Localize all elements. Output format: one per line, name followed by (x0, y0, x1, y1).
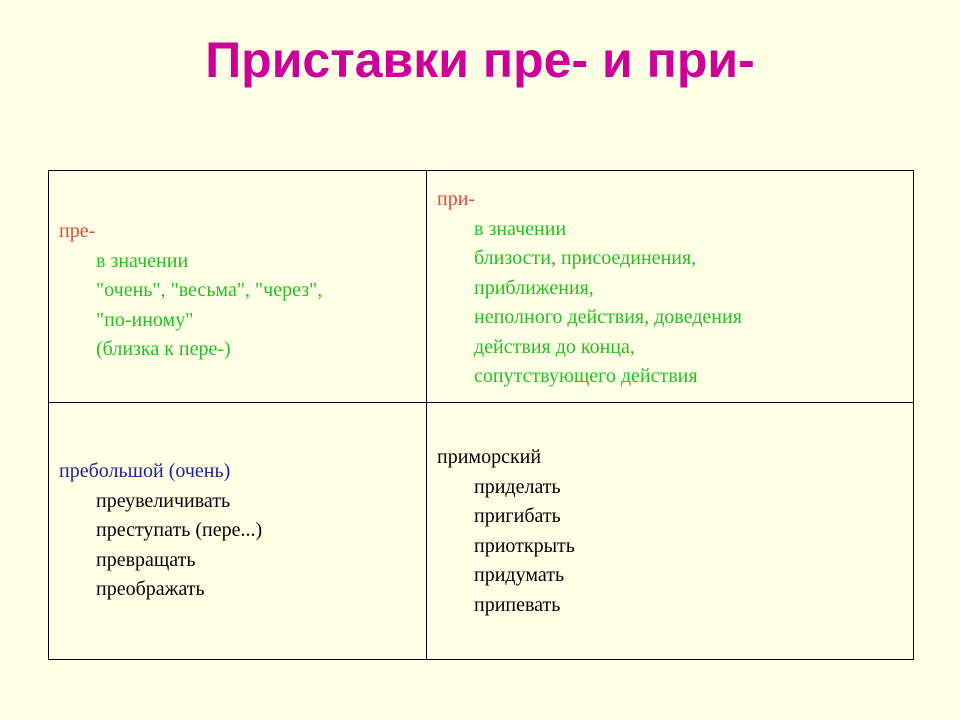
pre-meaning-line: "по-иному" (96, 308, 194, 331)
pre-example-word: превращать (96, 548, 196, 571)
pre-meaning-line: в значении (96, 249, 189, 272)
examples-row (49, 403, 914, 660)
pri-meaning-line: приближения, (474, 276, 594, 299)
pre-examples-cell (49, 403, 427, 660)
meaning-row (49, 171, 914, 403)
pre-meaning-line: (близка к пере-) (96, 338, 231, 360)
pre-meaning-cell (49, 171, 427, 403)
pri-example-first: приморский (437, 446, 542, 468)
prefix-table (48, 170, 914, 660)
slide-title: Приставки пре- и при- (205, 32, 755, 88)
pri-example-word: приделать (474, 475, 561, 498)
pri-meaning-line: действия до конца, (474, 335, 635, 358)
pri-examples-cell (427, 403, 914, 660)
pre-meaning-line: "очень", "весьма", "через", (96, 279, 323, 301)
pre-example-highlight: пребольшой (очень) (59, 460, 231, 482)
pri-meaning-line: в значении (474, 217, 567, 240)
pri-meaning-cell (427, 171, 914, 403)
pre-example-word: преображать (96, 578, 205, 600)
pri-example-word: пригибать (474, 505, 561, 527)
pri-meaning-line: близости, присоединения, (474, 247, 697, 269)
pre-prefix-label: пре- (59, 220, 96, 242)
pri-example-word: припевать (474, 593, 561, 616)
pri-prefix-label: при- (437, 188, 476, 210)
pri-meaning-line: неполного действия, доведения (474, 306, 742, 328)
pre-example-word: преувеличивать (96, 489, 231, 512)
pre-example-word: преступать (пере...) (96, 519, 263, 541)
pri-meaning-line: сопутствующего действия (474, 365, 698, 387)
pri-example-word: приоткрыть (474, 534, 575, 557)
pri-example-word: придумать (474, 564, 565, 586)
